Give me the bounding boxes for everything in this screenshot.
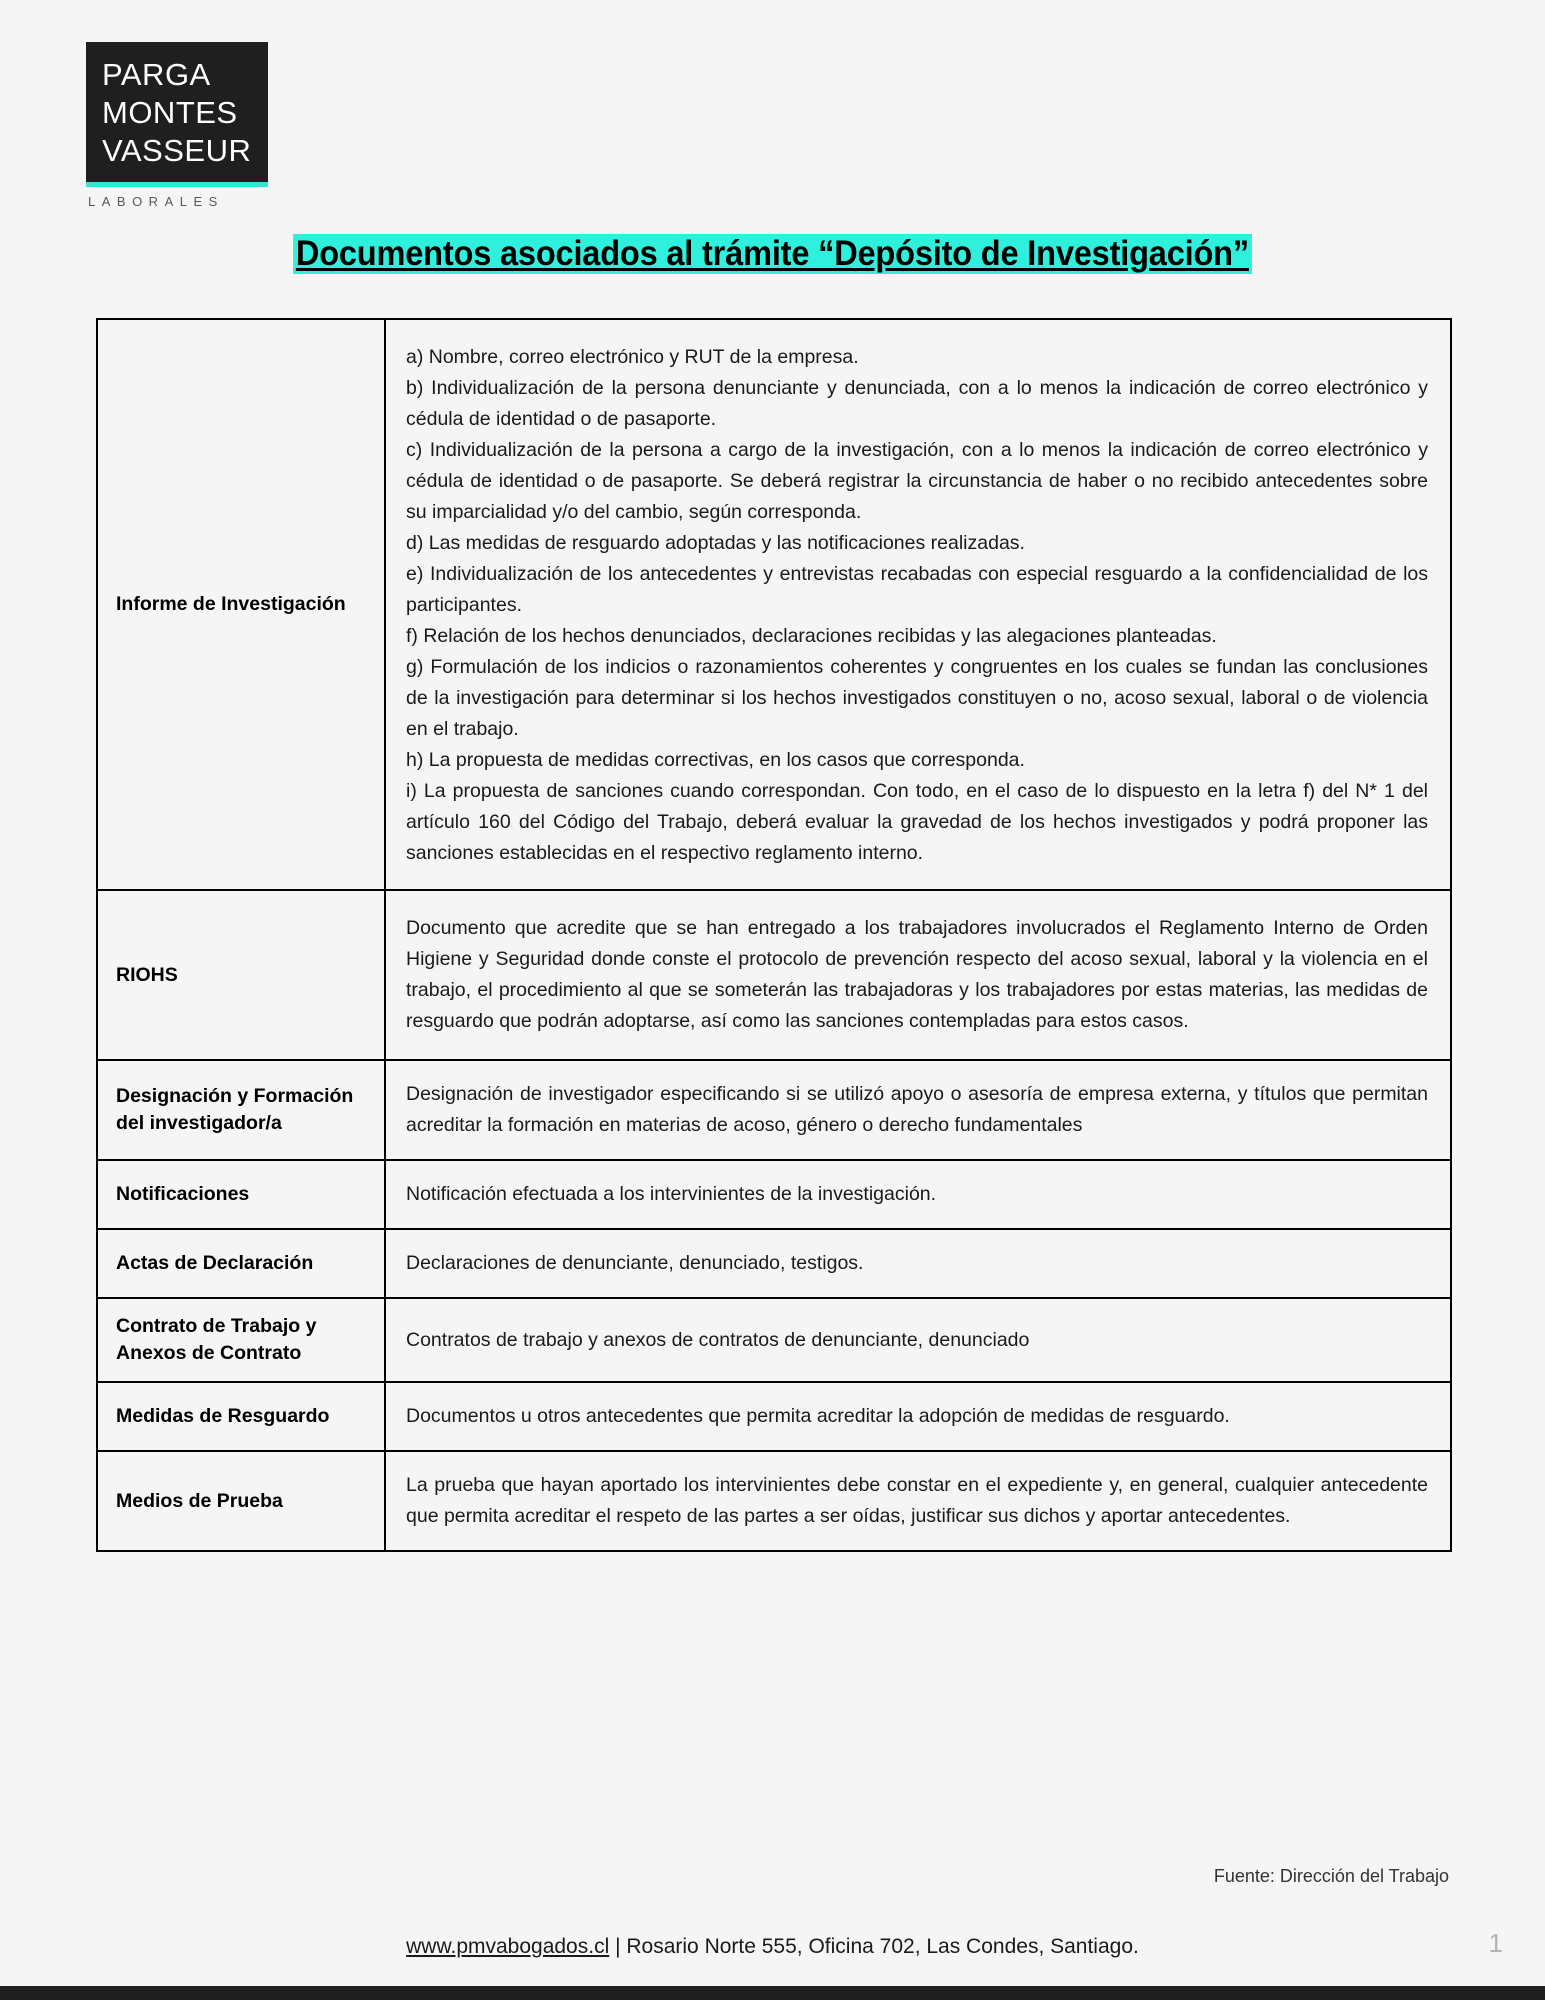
row-label: Medios de Prueba (97, 1451, 385, 1551)
row-description (385, 1060, 1451, 1160)
footer-separator: | (609, 1935, 627, 1958)
page-title-text: Documentos asociados al trámite “Depósito de Investigación” (293, 234, 1252, 274)
row-label: RIOHS (97, 890, 385, 1060)
row-paragraph: Notificación efectuada a los intervinientes de la investigación. (406, 1183, 937, 1205)
row-label: Informe de Investigación (97, 319, 385, 890)
footer-bar (0, 1986, 1545, 2000)
row-paragraph: g) Formulación de los indicios o razonamientos coherentes y congruentes en los cuales se fundan las conclusiones de la investigación para determinar si los hechos investigados constituyen o no, acoso sexual, laboral o de violencia en el trabajo. (406, 656, 1428, 740)
documents-table-body (97, 319, 1451, 1551)
logo-line-vasseur: VASSEUR (102, 133, 252, 168)
documents-table (96, 318, 1452, 1552)
row-description (385, 1382, 1451, 1451)
row-paragraph: f) Relación de los hechos denunciados, declaraciones recibidas y las alegaciones planteadas. (406, 625, 1217, 647)
logo-box (86, 42, 268, 187)
row-label: Contrato de Trabajo y Anexos de Contrato (97, 1298, 385, 1382)
logo-line-montes: MONTES (102, 95, 238, 130)
table-row (97, 1451, 1451, 1551)
row-description (385, 1160, 1451, 1229)
table-row (97, 319, 1451, 890)
table-row (97, 1060, 1451, 1160)
row-paragraph: i) La propuesta de sanciones cuando correspondan. Con todo, en el caso de lo dispuesto en la letra f) del N* 1 del artículo 160 del Código del Trabajo, deberá evaluar la gravedad de los hechos investigados y podrá proponer las sanciones establecidas en el respectivo reglamento interno. (406, 780, 1428, 864)
logo-line-parga: PARGA (102, 57, 211, 92)
row-paragraph: Contratos de trabajo y anexos de contratos de denunciante, denunciado (406, 1328, 1030, 1351)
row-paragraph: Documento que acredite que se han entregado a los trabajadores involucrados el Reglamento Interno de Orden Higiene y Seguridad donde conste el protocolo de prevención respecto del acoso sexual, laboral y la violencia en el trabajo, el procedimiento al que se someterán las trabajadoras y los trabajadores por estas materias, las medidas de resguardo que podrán adoptarse, así como las sanciones contempladas para estos casos. (406, 917, 1428, 1032)
row-label: Designación y Formación del investigador/a (97, 1060, 385, 1160)
table-row (97, 1298, 1451, 1382)
footer (0, 1935, 1545, 1959)
table-row (97, 1160, 1451, 1229)
table-row (97, 1229, 1451, 1298)
company-logo (86, 42, 268, 209)
row-paragraph: Designación de investigador especificando si se utilizó apoyo o asesoría de empresa externa, y títulos que permitan acreditar la formación en materias de acoso, género o derecho fundamentales (406, 1083, 1428, 1136)
row-description (385, 1451, 1451, 1551)
row-label: Notificaciones (97, 1160, 385, 1229)
row-label: Medidas de Resguardo (97, 1382, 385, 1451)
table-row (97, 1382, 1451, 1451)
row-paragraph: La prueba que hayan aportado los intervinientes debe constar en el expediente y, en general, cualquier antecedente que permita acreditar el respeto de las partes a ser oídas, justificar sus dichos y aportar antecedentes. (406, 1474, 1428, 1527)
source-note: Fuente: Dirección del Trabajo (1213, 1866, 1449, 1886)
row-label: Actas de Declaración (97, 1229, 385, 1298)
logo-subtitle: LABORALES (88, 194, 224, 209)
row-description (385, 319, 1451, 890)
row-paragraph: Declaraciones de denunciante, denunciado, testigos. (406, 1252, 864, 1274)
page-number: 1 (1488, 1928, 1503, 1958)
footer-website-link[interactable]: www.pmvabogados.cl (406, 1935, 610, 1958)
row-description (385, 1229, 1451, 1298)
row-paragraph: e) Individualización de los antecedentes y entrevistas recabadas con especial resguardo a la confidencialidad de los participantes. (406, 563, 1428, 616)
row-paragraph: h) La propuesta de medidas correctivas, en los casos que corresponda. (406, 749, 1025, 771)
row-paragraph: Documentos u otros antecedentes que permita acreditar la adopción de medidas de resguardo. (406, 1405, 1230, 1427)
row-paragraph: d) Las medidas de resguardo adoptadas y las notificaciones realizadas. (406, 532, 1025, 554)
row-paragraph: a) Nombre, correo electrónico y RUT de la empresa. (406, 346, 859, 368)
row-description (385, 890, 1451, 1060)
row-paragraph: c) Individualización de la persona a cargo de la investigación, con a lo menos la indicación de correo electrónico y cédula de identidad o de pasaporte. Se deberá registrar la circunstancia de haber o no recibido antecedentes sobre su imparcialidad y/o del cambio, según corresponda. (406, 439, 1428, 523)
footer-address: Rosario Norte 555, Oficina 702, Las Condes, Santiago. (626, 1935, 1139, 1958)
page-title (0, 234, 1545, 274)
table-row (97, 890, 1451, 1060)
row-description (385, 1298, 1451, 1382)
row-paragraph: b) Individualización de la persona denunciante y denunciada, con a lo menos la indicación de correo electrónico y cédula de identidad o de pasaporte. (406, 377, 1428, 430)
